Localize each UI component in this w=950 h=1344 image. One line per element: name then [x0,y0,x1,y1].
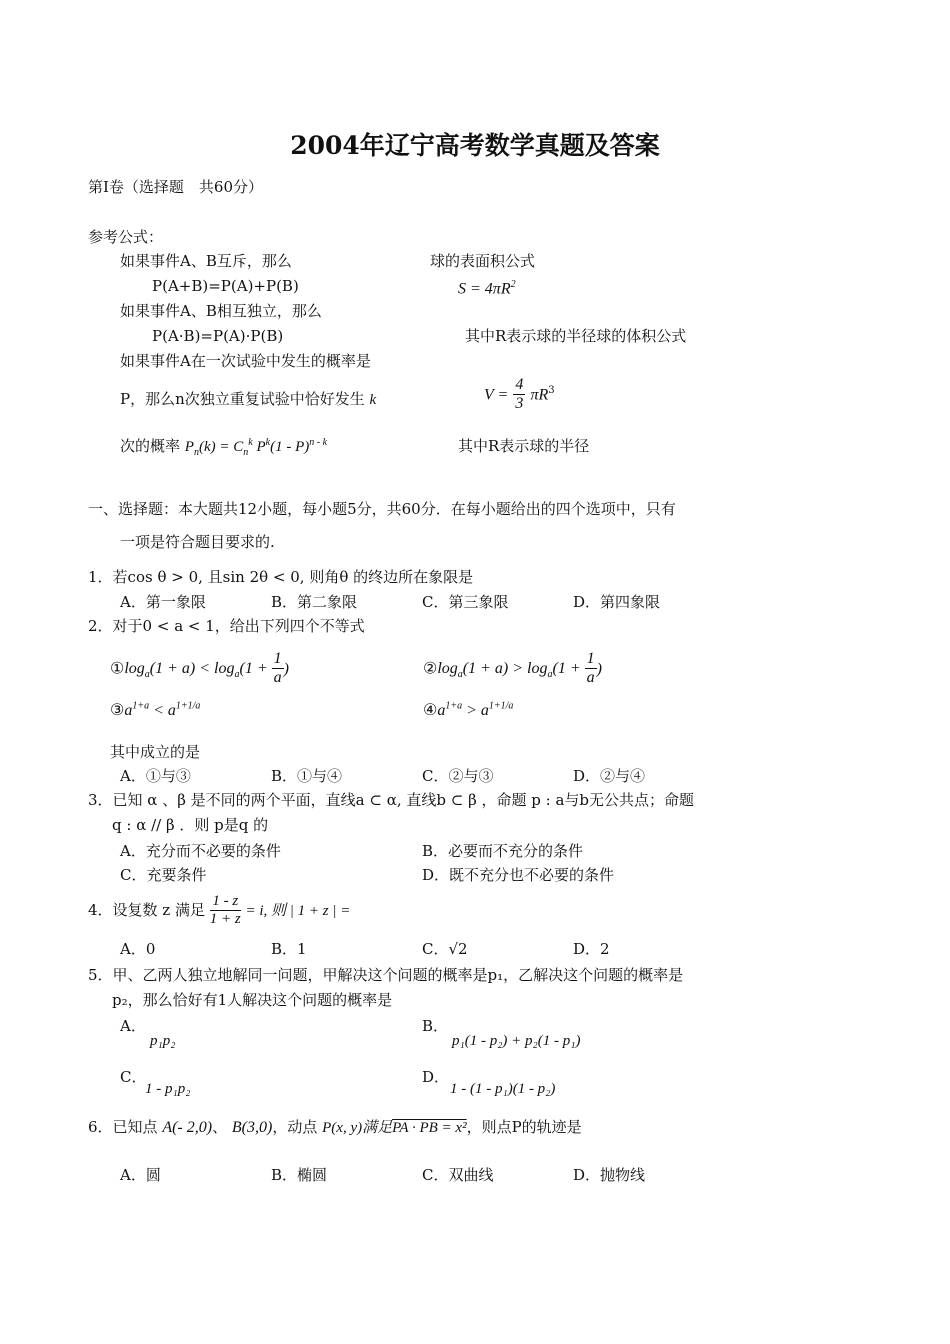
q2-option-c: C．②与③ [422,767,494,785]
sphere-volume-note: 其中R表示球的半径 [458,437,590,455]
section-label: 第Ⅰ卷（选择题 共60分） [88,178,264,196]
q1-option-b: B．第二象限 [271,593,358,611]
q2-inequality-2: $②\log_a(1 + a) > \log_a(1$ + $\frac{1}{a}$ ) [423,650,602,687]
q5-option-d: 1 - (1 - p₁)(1 - p₂) [450,1081,556,1097]
q2-inequality-4: $④a^{1+a} > a^{1+1/a}$ [423,700,514,719]
q4-option-c: C．√2 [422,940,468,958]
q3-option-b: B．必要而不充分的条件 [422,842,584,860]
part1-instructions: 一、选择题：本大题共12小题，每小题5分，共60分．在每小题给出的四个选项中，只有 [88,500,676,518]
q5-label-d: D． [422,1068,450,1086]
q5-label-a: A． [120,1017,146,1035]
q6-stem: 6．已知点 A(- 2,0)、 B(3,0)，动点 P(x, y)满足PA · PB = x²，则点P的轨迹是 [88,1118,582,1136]
q6-option-d: D．抛物线 [573,1166,646,1184]
q6-option-a: A．圆 [120,1166,161,1184]
q5-option-c: 1 - p₁p₂ [145,1081,191,1097]
q2-inequality-3: $③a^{1+a} < a^{1+1/a}$ [110,700,201,719]
q2-inequality-1: $①\log_a(1 + a) < \log_a(1$ + $\frac{1}{a}$ ) [110,650,289,687]
part1-instructions-2: 一项是符合题目要求的. [120,533,275,551]
q1-stem: 1．若cos θ > 0, 且sin 2θ < 0, 则角θ 的终边所在象限是 [88,568,474,586]
q5-label-b: B． [422,1017,449,1035]
q3-option-a: A．充分而不必要的条件 [120,842,281,860]
page-title: 2004年辽宁高考数学真题及答案 [290,131,660,160]
sphere-volume-eq: V = $\frac{4}{3}$ $\pi R^3$ [484,376,555,413]
q5-option-a: p₁p₂ [150,1033,176,1049]
q5-label-c: C． [120,1068,147,1086]
q2-tail: 其中成立的是 [110,743,201,761]
formula-binomial: 次的概率 $P_n(k) = C_n^k$ $P^k(1 - P)^{n - k}$ [120,437,328,458]
q5-option-b: p₁(1 - p₂) + p₂(1 - p₁) [452,1033,581,1049]
formula-independent: 如果事件A、B相互独立，那么 [120,302,322,320]
q2-option-d: D．②与④ [573,767,646,785]
formula-repeated: P，那么n次独立重复试验中恰好发生 k [120,390,377,408]
q3-stem-2: q : α // β ．则 p是q 的 [112,816,269,834]
formula-independent-eq: P(A·B)=P(A)·P(B) [152,327,284,345]
q3-stem: 3．已知 α 、β 是不同的两个平面，直线a ⊂ α, 直线b ⊂ β ，命题 p : a与b无公共点；命题 [88,791,695,809]
formula-trial: 如果事件A在一次试验中发生的概率是 [120,352,371,370]
q1-option-d: D．第四象限 [573,593,661,611]
sphere-area-label: 球的表面积公式 [430,252,536,270]
q6-option-b: B．椭圆 [271,1166,328,1184]
sphere-volume-label: 其中R表示球的半径球的体积公式 [465,327,687,345]
q4-stem: 4．设复数 z 满足 $\frac{1 - z}{1 + z}$ = i, 则 | 1 + z | = [88,893,351,928]
q2-option-a: A．①与③ [120,767,191,785]
q3-option-d: D．既不充分也不必要的条件 [422,866,615,884]
q2-option-b: B．①与④ [271,767,343,785]
formulas-label: 参考公式： [88,228,164,246]
q4-option-b: B．1 [271,940,307,958]
formula-exclusive: 如果事件A、B互斥，那么 [120,252,292,270]
q1-option-c: C．第三象限 [422,593,509,611]
q3-option-c: C．充要条件 [120,866,207,884]
q4-option-a: A．0 [120,940,156,958]
q2-stem: 2．对于0 < a < 1，给出下列四个不等式 [88,617,365,635]
formula-exclusive-eq: P(A+B)=P(A)+P(B) [152,277,299,295]
q1-option-a: A．第一象限 [120,593,206,611]
q5-stem-2: p₂，那么恰好有1人解决这个问题的概率是 [112,991,393,1009]
sphere-area-eq: $S = 4\pi R^2$ [458,279,516,298]
q4-option-d: D．2 [573,940,610,958]
q6-option-c: C．双曲线 [422,1166,494,1184]
q5-stem: 5．甲、乙两人独立地解同一问题，甲解决这个问题的概率是p₁，乙解决这个问题的概率是 [88,966,684,984]
